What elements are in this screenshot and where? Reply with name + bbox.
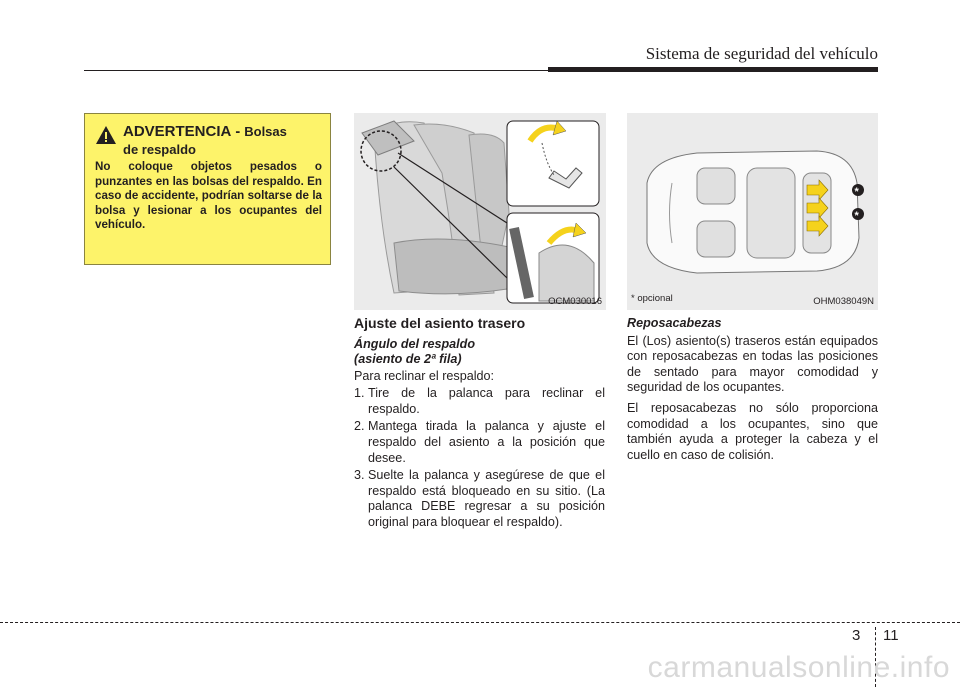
page-header-title: Sistema de seguridad del vehículo — [645, 44, 878, 63]
header-rule-thin — [84, 70, 554, 71]
column-headrests — [627, 316, 878, 463]
list-item — [354, 419, 605, 466]
figure-seat-recline — [354, 113, 606, 310]
subheading-line1: Ángulo del respaldo — [354, 336, 476, 351]
list-number: 3. — [354, 468, 365, 483]
footer-rule — [0, 622, 960, 623]
list-text: Mantega tirada la palanca y ajuste el respaldo del asiento a la posición que desee. — [368, 419, 605, 465]
warning-title-sub1: Bolsas — [244, 124, 287, 139]
column-seat-adjust — [354, 316, 605, 531]
paragraph: El (Los) asiento(s) traseros están equipados con reposacabezas en todas las posiciones de sentado para mayor comodidad y seguridad de los ocupantes. — [627, 333, 878, 395]
warning-title — [95, 123, 322, 159]
list-number: 1. — [354, 386, 365, 401]
seat-illustration — [354, 113, 606, 310]
warning-triangle-icon — [95, 125, 117, 145]
page-number: 11 — [883, 627, 899, 644]
car-topview-illustration — [627, 113, 878, 310]
warning-title-main: ADVERTENCIA — [123, 123, 232, 140]
optional-note: * opcional — [631, 293, 673, 304]
section-heading: Ajuste del asiento trasero — [354, 315, 526, 331]
list-item — [354, 468, 605, 530]
figure-headrest-car — [627, 113, 878, 310]
intro-text: Para reclinar el respaldo: — [354, 368, 495, 383]
list-number: 2. — [354, 419, 365, 434]
watermark: carmanualsonline.info — [647, 651, 950, 684]
figure-code: OHM038049N — [813, 296, 874, 307]
figure-code: OCM030016 — [548, 296, 602, 307]
warning-title-sub2: de respaldo — [123, 142, 196, 157]
svg-text:*: * — [854, 210, 859, 222]
svg-text:*: * — [854, 186, 859, 198]
list-item — [354, 386, 605, 417]
list-text: Tire de la palanca para reclinar el respaldo. — [368, 386, 605, 416]
header-rule-thick — [548, 67, 878, 72]
warning-title-dash: - — [231, 124, 245, 140]
warning-box — [84, 113, 331, 265]
chapter-number: 3 — [852, 627, 861, 644]
list-text: Suelte la palanca y asegúrese de que el respaldo está bloqueado en su sitio. (La palanca DEBE regresar a su posición original para bloquear el respaldo). — [368, 468, 605, 529]
subheading-line2: (asiento de 2ª fila) — [354, 351, 462, 366]
warning-body: No coloque objetos pesados o punzantes en las bolsas del respaldo. En caso de accidente, podrían soltarse de la bolsa y lesionar a los ocupantes del vehículo. — [95, 160, 322, 232]
section-heading: Reposacabezas — [627, 316, 722, 330]
paragraph: El reposacabezas no sólo proporciona comodidad a los ocupantes, sino que también ayuda a proteger la cabeza y el cuello en caso de colisión. — [627, 400, 878, 462]
